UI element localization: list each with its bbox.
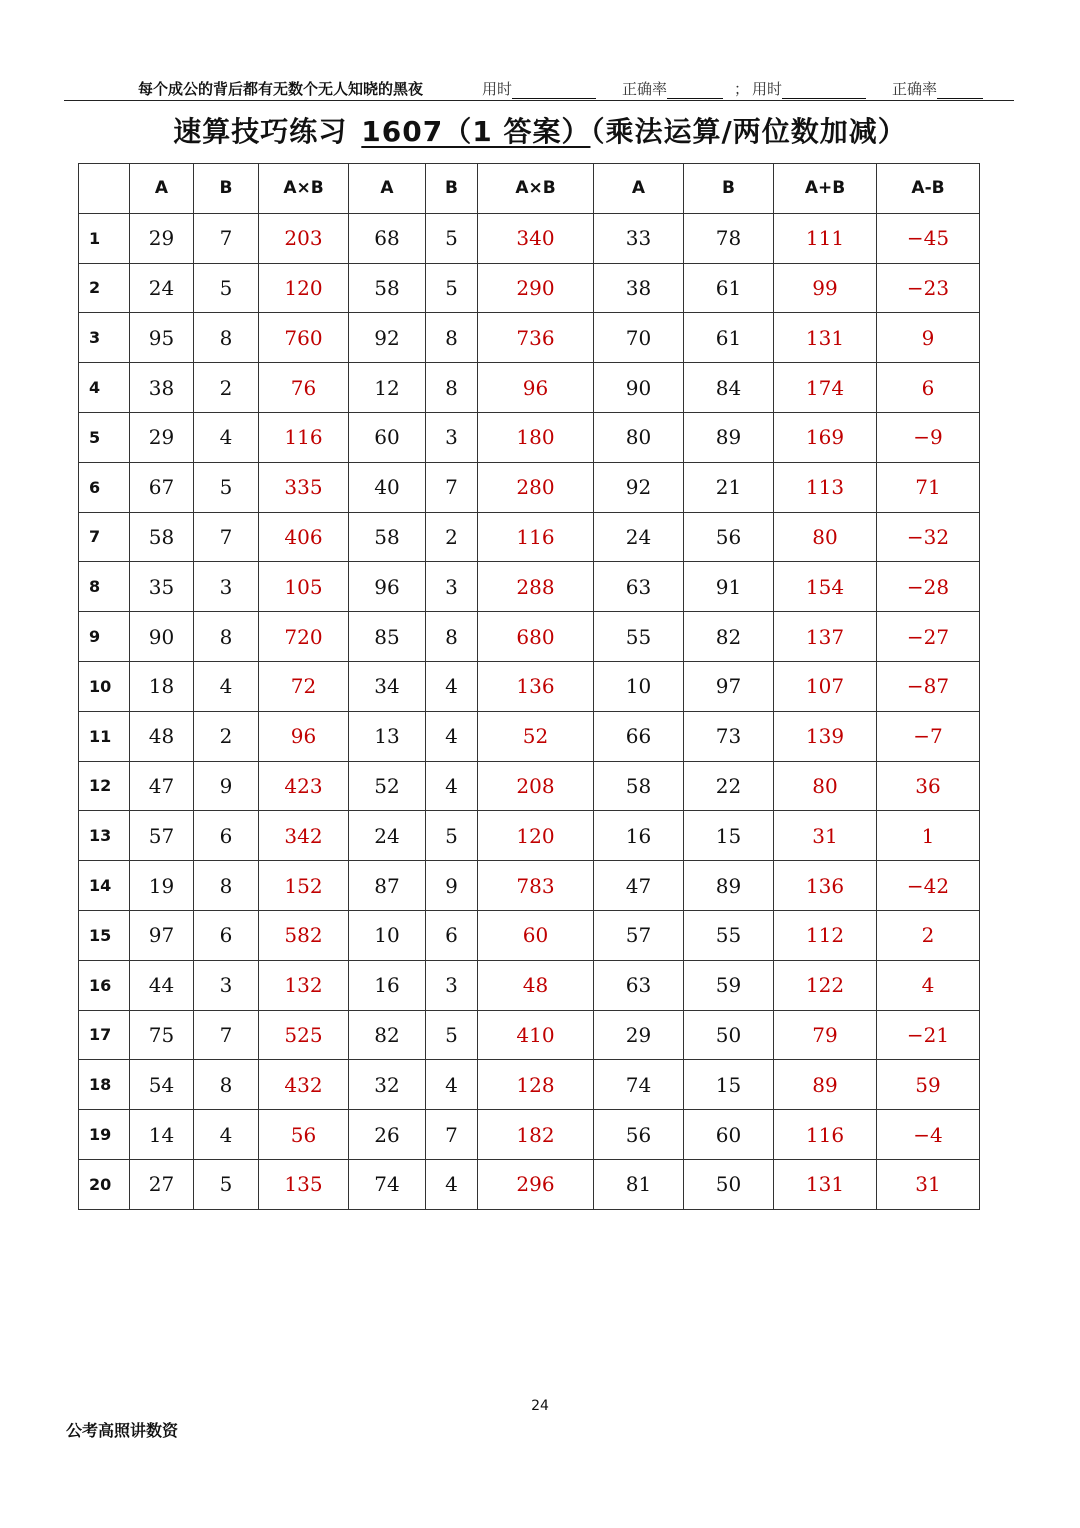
operand-cell: 55 — [684, 910, 774, 960]
time-field-2: 用时 — [752, 78, 866, 99]
row-number: 3 — [79, 313, 130, 363]
operand-cell: 66 — [594, 711, 684, 761]
operand-cell: 61 — [684, 263, 774, 313]
operand-cell: 84 — [684, 363, 774, 413]
operand-cell: 92 — [594, 462, 684, 512]
answer-cell: 137 — [774, 612, 877, 662]
operand-cell: 7 — [426, 1110, 478, 1160]
table-row — [79, 562, 980, 612]
operand-cell: 2 — [426, 512, 478, 562]
answer-cell: 296 — [478, 1159, 594, 1209]
answer-cell: 4 — [877, 960, 980, 1010]
operand-cell: 4 — [426, 1159, 478, 1209]
answer-cell: 116 — [774, 1110, 877, 1160]
operand-cell: 5 — [426, 811, 478, 861]
answer-cell: 112 — [774, 910, 877, 960]
operand-cell: 6 — [426, 910, 478, 960]
answer-cell: 174 — [774, 363, 877, 413]
operand-cell: 85 — [349, 612, 426, 662]
operand-cell: 13 — [349, 711, 426, 761]
answer-cell: 131 — [774, 1159, 877, 1209]
operand-cell: 4 — [426, 761, 478, 811]
operand-cell: 50 — [684, 1159, 774, 1209]
row-number: 20 — [79, 1159, 130, 1209]
operand-cell: 5 — [426, 263, 478, 313]
header-motto: 每个成公的背后都有无数个无人知晓的黑夜 — [138, 80, 424, 98]
operand-cell: 4 — [426, 1060, 478, 1110]
answer-cell: 335 — [259, 462, 349, 512]
operand-cell: 15 — [684, 1060, 774, 1110]
answer-cell: 105 — [259, 562, 349, 612]
operand-cell: 8 — [194, 313, 259, 363]
operand-cell: 8 — [426, 612, 478, 662]
answer-cell: −27 — [877, 612, 980, 662]
operand-cell: 67 — [130, 462, 194, 512]
row-number: 10 — [79, 661, 130, 711]
operand-cell: 19 — [130, 861, 194, 911]
answer-cell: 128 — [478, 1060, 594, 1110]
operand-cell: 50 — [684, 1010, 774, 1060]
operand-cell: 4 — [426, 661, 478, 711]
answer-cell: 99 — [774, 263, 877, 313]
operand-cell: 47 — [594, 861, 684, 911]
column-header — [79, 164, 130, 214]
table-row — [79, 661, 980, 711]
table-row — [79, 213, 980, 263]
operand-cell: 8 — [426, 313, 478, 363]
answer-cell: 120 — [259, 263, 349, 313]
operand-cell: 4 — [194, 412, 259, 462]
time-field-1: 用时 — [482, 78, 596, 99]
operand-cell: 97 — [684, 661, 774, 711]
answer-cell: 525 — [259, 1010, 349, 1060]
operand-cell: 33 — [594, 213, 684, 263]
answer-cell: 76 — [259, 363, 349, 413]
answer-cell: 139 — [774, 711, 877, 761]
operand-cell: 24 — [130, 263, 194, 313]
operand-cell: 70 — [594, 313, 684, 363]
table-row — [79, 1110, 980, 1160]
answer-cell: −23 — [877, 263, 980, 313]
answer-cell: 423 — [259, 761, 349, 811]
operand-cell: 5 — [426, 1010, 478, 1060]
answer-cell: −42 — [877, 861, 980, 911]
operand-cell: 90 — [594, 363, 684, 413]
operand-cell: 3 — [426, 412, 478, 462]
answer-cell: 720 — [259, 612, 349, 662]
operand-cell: 15 — [684, 811, 774, 861]
answer-cell: 111 — [774, 213, 877, 263]
column-header: A-B — [877, 164, 980, 214]
answer-cell: 406 — [259, 512, 349, 562]
operand-cell: 4 — [194, 1110, 259, 1160]
operand-cell: 48 — [130, 711, 194, 761]
operand-cell: 5 — [194, 1159, 259, 1209]
operand-cell: 12 — [349, 363, 426, 413]
operand-cell: 8 — [194, 861, 259, 911]
row-number: 7 — [79, 512, 130, 562]
column-header: A — [594, 164, 684, 214]
answer-cell: 120 — [478, 811, 594, 861]
operand-cell: 10 — [594, 661, 684, 711]
answer-cell: 72 — [259, 661, 349, 711]
answer-cell: 340 — [478, 213, 594, 263]
operand-cell: 10 — [349, 910, 426, 960]
operand-cell: 27 — [130, 1159, 194, 1209]
operand-cell: 4 — [426, 711, 478, 761]
operand-cell: 24 — [594, 512, 684, 562]
table-row — [79, 612, 980, 662]
answer-cell: 60 — [478, 910, 594, 960]
answer-cell: 582 — [259, 910, 349, 960]
operand-cell: 60 — [349, 412, 426, 462]
answer-table — [78, 163, 980, 1210]
operand-cell: 57 — [594, 910, 684, 960]
operand-cell: 75 — [130, 1010, 194, 1060]
operand-cell: 16 — [349, 960, 426, 1010]
operand-cell: 54 — [130, 1060, 194, 1110]
operand-cell: 18 — [130, 661, 194, 711]
row-number: 9 — [79, 612, 130, 662]
table-row — [79, 711, 980, 761]
answer-cell: 136 — [774, 861, 877, 911]
table-body — [79, 213, 980, 1209]
column-header: A×B — [478, 164, 594, 214]
footer-text: 公考高照讲数资 — [66, 1421, 179, 1440]
operand-cell: 8 — [194, 612, 259, 662]
operand-cell: 35 — [130, 562, 194, 612]
answer-cell: 96 — [259, 711, 349, 761]
operand-cell: 9 — [426, 861, 478, 911]
answer-cell: −45 — [877, 213, 980, 263]
operand-cell: 24 — [349, 811, 426, 861]
answer-cell: 31 — [774, 811, 877, 861]
operand-cell: 97 — [130, 910, 194, 960]
answer-cell: 132 — [259, 960, 349, 1010]
answer-cell: −7 — [877, 711, 980, 761]
answer-cell: 9 — [877, 313, 980, 363]
row-number: 14 — [79, 861, 130, 911]
accuracy-field-2: 正确率 — [892, 78, 983, 99]
operand-cell: 58 — [130, 512, 194, 562]
operand-cell: 44 — [130, 960, 194, 1010]
answer-cell: 79 — [774, 1010, 877, 1060]
title-suffix: （乘法运算/两位数加减） — [590, 115, 907, 148]
table-row — [79, 1010, 980, 1060]
answer-cell: 122 — [774, 960, 877, 1010]
operand-cell: 40 — [349, 462, 426, 512]
answer-cell: 783 — [478, 861, 594, 911]
operand-cell: 29 — [130, 412, 194, 462]
table-row — [79, 263, 980, 313]
row-number: 18 — [79, 1060, 130, 1110]
row-number: 2 — [79, 263, 130, 313]
operand-cell: 34 — [349, 661, 426, 711]
column-header: A — [349, 164, 426, 214]
operand-cell: 16 — [594, 811, 684, 861]
answer-cell: 760 — [259, 313, 349, 363]
answer-cell: −87 — [877, 661, 980, 711]
operand-cell: 3 — [194, 562, 259, 612]
accuracy-field-1: 正确率 — [622, 78, 723, 99]
row-number: 11 — [79, 711, 130, 761]
operand-cell: 92 — [349, 313, 426, 363]
operand-cell: 87 — [349, 861, 426, 911]
table-row — [79, 761, 980, 811]
answer-cell: 136 — [478, 661, 594, 711]
answer-cell: 116 — [478, 512, 594, 562]
operand-cell: 60 — [684, 1110, 774, 1160]
table-row — [79, 313, 980, 363]
answer-cell: 71 — [877, 462, 980, 512]
operand-cell: 29 — [130, 213, 194, 263]
operand-cell: 68 — [349, 213, 426, 263]
operand-cell: 6 — [194, 811, 259, 861]
answer-cell: 152 — [259, 861, 349, 911]
row-number: 19 — [79, 1110, 130, 1160]
operand-cell: 52 — [349, 761, 426, 811]
accuracy-blank-1[interactable] — [667, 83, 723, 99]
table-row — [79, 462, 980, 512]
operand-cell: 96 — [349, 562, 426, 612]
operand-cell: 5 — [194, 462, 259, 512]
operand-cell: 29 — [594, 1010, 684, 1060]
operand-cell: 95 — [130, 313, 194, 363]
table-row — [79, 363, 980, 413]
operand-cell: 73 — [684, 711, 774, 761]
operand-cell: 21 — [684, 462, 774, 512]
operand-cell: 58 — [349, 512, 426, 562]
operand-cell: 4 — [194, 661, 259, 711]
operand-cell: 82 — [684, 612, 774, 662]
page-number: 24 — [531, 1398, 549, 1414]
answer-cell: 89 — [774, 1060, 877, 1110]
row-number: 13 — [79, 811, 130, 861]
row-number: 12 — [79, 761, 130, 811]
title-code: 1607（1 答案） — [361, 115, 591, 148]
operand-cell: 3 — [426, 960, 478, 1010]
answer-cell: −4 — [877, 1110, 980, 1160]
row-number: 6 — [79, 462, 130, 512]
operand-cell: 89 — [684, 861, 774, 911]
answer-cell: 96 — [478, 363, 594, 413]
table-row — [79, 412, 980, 462]
operand-cell: 58 — [594, 761, 684, 811]
operand-cell: 9 — [194, 761, 259, 811]
operand-cell: 57 — [130, 811, 194, 861]
operand-cell: 47 — [130, 761, 194, 811]
separator: ； — [734, 80, 750, 98]
title-prefix: 速算技巧练习 — [173, 115, 348, 148]
operand-cell: 7 — [194, 512, 259, 562]
operand-cell: 7 — [194, 213, 259, 263]
operand-cell: 82 — [349, 1010, 426, 1060]
answer-cell: 2 — [877, 910, 980, 960]
operand-cell: 8 — [426, 363, 478, 413]
answer-cell: 203 — [259, 213, 349, 263]
answer-cell: −32 — [877, 512, 980, 562]
answer-cell: 131 — [774, 313, 877, 363]
answer-cell: 36 — [877, 761, 980, 811]
answer-cell: 432 — [259, 1060, 349, 1110]
page-header — [64, 76, 1014, 101]
table-row — [79, 1060, 980, 1110]
row-number: 15 — [79, 910, 130, 960]
operand-cell: 32 — [349, 1060, 426, 1110]
operand-cell: 22 — [684, 761, 774, 811]
operand-cell: 61 — [684, 313, 774, 363]
table-row — [79, 512, 980, 562]
column-header: B — [684, 164, 774, 214]
answer-cell: 288 — [478, 562, 594, 612]
operand-cell: 38 — [130, 363, 194, 413]
operand-cell: 26 — [349, 1110, 426, 1160]
operand-cell: 80 — [594, 412, 684, 462]
answer-cell: −9 — [877, 412, 980, 462]
column-header: A — [130, 164, 194, 214]
column-header: A+B — [774, 164, 877, 214]
operand-cell: 56 — [684, 512, 774, 562]
table-row — [79, 910, 980, 960]
row-number: 8 — [79, 562, 130, 612]
time-blank-2[interactable] — [782, 83, 866, 99]
operand-cell: 2 — [194, 363, 259, 413]
answer-cell: 52 — [478, 711, 594, 761]
answer-cell: 6 — [877, 363, 980, 413]
answer-cell: 182 — [478, 1110, 594, 1160]
answer-cell: 31 — [877, 1159, 980, 1209]
answer-cell: 280 — [478, 462, 594, 512]
time-blank-1[interactable] — [512, 83, 596, 99]
table-header-row — [79, 164, 980, 214]
operand-cell: 56 — [594, 1110, 684, 1160]
column-header: A×B — [259, 164, 349, 214]
answer-cell: 116 — [259, 412, 349, 462]
operand-cell: 74 — [594, 1060, 684, 1110]
answer-cell: 80 — [774, 761, 877, 811]
operand-cell: 89 — [684, 412, 774, 462]
operand-cell: 55 — [594, 612, 684, 662]
operand-cell: 59 — [684, 960, 774, 1010]
answer-cell: −28 — [877, 562, 980, 612]
answer-cell: 154 — [774, 562, 877, 612]
answer-cell: 107 — [774, 661, 877, 711]
operand-cell: 7 — [194, 1010, 259, 1060]
row-number: 4 — [79, 363, 130, 413]
row-number: 16 — [79, 960, 130, 1010]
table-row — [79, 960, 980, 1010]
column-header: B — [194, 164, 259, 214]
answer-cell: 56 — [259, 1110, 349, 1160]
operand-cell: 78 — [684, 213, 774, 263]
operand-cell: 3 — [426, 562, 478, 612]
answer-cell: 736 — [478, 313, 594, 363]
row-number: 1 — [79, 213, 130, 263]
row-number: 17 — [79, 1010, 130, 1060]
operand-cell: 38 — [594, 263, 684, 313]
operand-cell: 14 — [130, 1110, 194, 1160]
answer-cell: 410 — [478, 1010, 594, 1060]
operand-cell: 63 — [594, 562, 684, 612]
table-row — [79, 1159, 980, 1209]
operand-cell: 2 — [194, 711, 259, 761]
answer-cell: 80 — [774, 512, 877, 562]
answer-cell: 290 — [478, 263, 594, 313]
answer-cell: 59 — [877, 1060, 980, 1110]
operand-cell: 91 — [684, 562, 774, 612]
operand-cell: 5 — [194, 263, 259, 313]
answer-cell: 208 — [478, 761, 594, 811]
page-title — [0, 110, 1080, 150]
column-header: B — [426, 164, 478, 214]
answer-cell: 1 — [877, 811, 980, 861]
operand-cell: 8 — [194, 1060, 259, 1110]
operand-cell: 90 — [130, 612, 194, 662]
answer-cell: 113 — [774, 462, 877, 512]
table-row — [79, 861, 980, 911]
row-number: 5 — [79, 412, 130, 462]
operand-cell: 6 — [194, 910, 259, 960]
answer-cell: 180 — [478, 412, 594, 462]
answer-cell: 342 — [259, 811, 349, 861]
operand-cell: 5 — [426, 213, 478, 263]
answer-cell: 135 — [259, 1159, 349, 1209]
operand-cell: 63 — [594, 960, 684, 1010]
answer-cell: 48 — [478, 960, 594, 1010]
operand-cell: 3 — [194, 960, 259, 1010]
accuracy-blank-2[interactable] — [937, 83, 983, 99]
operand-cell: 58 — [349, 263, 426, 313]
operand-cell: 81 — [594, 1159, 684, 1209]
operand-cell: 7 — [426, 462, 478, 512]
answer-cell: −21 — [877, 1010, 980, 1060]
operand-cell: 74 — [349, 1159, 426, 1209]
answer-cell: 680 — [478, 612, 594, 662]
table-row — [79, 811, 980, 861]
answer-cell: 169 — [774, 412, 877, 462]
